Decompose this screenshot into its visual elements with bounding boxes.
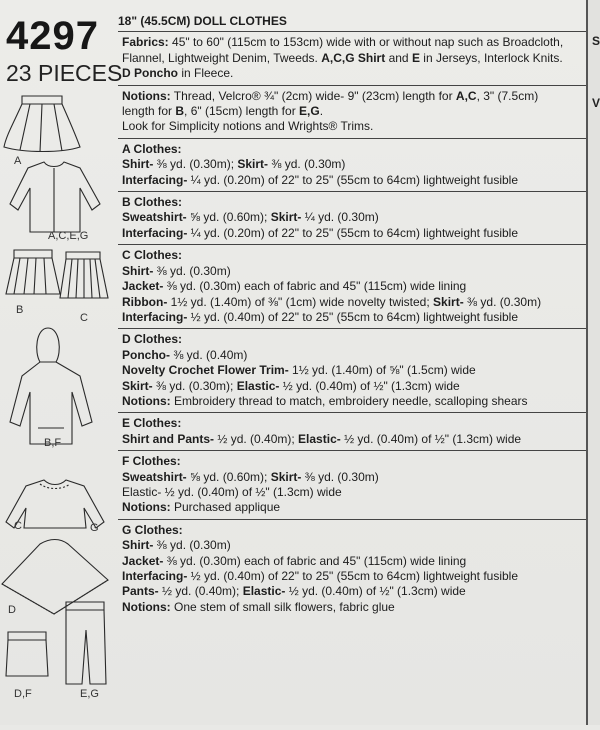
- fabrics-view: D Poncho: [122, 66, 178, 81]
- item-label: Pants-: [122, 584, 159, 599]
- item-text: ½ yd. (0.40m) of 22" to 25" (55cm to 64cm) lightweight fusible: [187, 309, 519, 324]
- sketch-label-d: D: [8, 604, 16, 616]
- item-text: ½ yd. (0.40m) of ½" (1.3cm) wide: [285, 584, 466, 599]
- notions-label: Notions:: [122, 88, 171, 103]
- sketch-label-eg: E,G: [80, 688, 99, 700]
- item-text: ⅜ yd. (0.30m);: [152, 378, 237, 393]
- item-text: ¼ yd. (0.20m) of 22" to 25" (55cm to 64cm) lightweight fusible: [187, 172, 519, 187]
- item-text: ½ yd. (0.40m) of ½" (1.3cm) wide: [340, 431, 522, 446]
- item-text: ⅝ yd. (0.60m);: [186, 469, 271, 484]
- fabrics-text: 45" to 60" (115cm to 153cm) wide with or without nap such as Broadcloth,: [168, 35, 564, 50]
- item-text: ½ yd. (0.40m);: [158, 584, 243, 599]
- item-text: ⅜ yd. (0.30m): [301, 469, 379, 484]
- notions-text: length for: [122, 104, 176, 119]
- fabrics-label: Fabrics:: [122, 35, 169, 50]
- notions-trims-note: Look for Simplicity notions and Wrights® Trims.: [122, 119, 374, 134]
- sketch-aceg-shirt: [10, 162, 100, 232]
- item-text: ¼ yd. (0.30m): [301, 210, 379, 225]
- sketch-drawings: [0, 92, 120, 725]
- garment-sketches: [0, 92, 120, 725]
- sketch-bf-hoodie: [10, 328, 92, 444]
- g-clothes-section: [118, 519, 588, 618]
- item-label: Elastic-: [242, 584, 286, 599]
- item-label: Skirt-: [237, 157, 269, 172]
- item-label: Interfacing-: [122, 225, 188, 240]
- item-label: Skirt-: [270, 210, 302, 225]
- item-text: ⅜ yd. (0.30m) each of fabric and 45" (115cm) wide lining: [163, 553, 467, 568]
- notions-text: .: [319, 104, 324, 119]
- envelope-title: 18" (45.5CM) DOLL CLOTHES: [118, 14, 287, 28]
- item-label: Poncho-: [122, 347, 170, 362]
- fabrics-view: A,C,G Shirt: [321, 50, 386, 65]
- edge-letter: S: [591, 34, 600, 48]
- item-text: ½ yd. (0.40m) of ½" (1.3cm) wide: [279, 378, 460, 393]
- item-label: Skirt-: [270, 469, 302, 484]
- section-heading: G Clothes:: [122, 522, 183, 537]
- item-label: Jacket-: [122, 279, 164, 294]
- item-text: ⅜ yd. (0.40m): [170, 347, 248, 362]
- item-text: One stem of small silk flowers, fabric glue: [170, 599, 395, 614]
- item-text: ⅜ yd. (0.30m);: [153, 157, 238, 172]
- item-text: Elastic- ½ yd. (0.40m) of ½" (1.3cm) wide: [122, 484, 342, 499]
- sketch-label-g: G: [90, 522, 99, 534]
- item-label: Notions:: [122, 500, 171, 515]
- a-clothes-section: [118, 138, 588, 191]
- fabrics-text: Flannel, Lightweight Denim, Tweeds.: [122, 50, 322, 65]
- sketch-label-a: A: [14, 155, 22, 167]
- fabrics-text: in Jerseys, Interlock Knits.: [419, 50, 563, 65]
- item-label: Shirt and Pants-: [122, 431, 215, 446]
- e-clothes-section: [118, 412, 588, 450]
- sketch-a-skirt: [4, 96, 80, 152]
- notions-view: B: [175, 104, 185, 119]
- notions-text: Thread, Velcro® ¾" (2cm) wide- 9" (23cm) length for: [170, 88, 456, 103]
- fabrics-text: in Fleece.: [178, 66, 234, 81]
- fabrics-text: and: [385, 50, 412, 65]
- c-clothes-section: [118, 244, 588, 328]
- fabrics-section: [118, 31, 588, 84]
- item-text: ⅜ yd. (0.30m) each of fabric and 45" (115cm) wide lining: [163, 279, 467, 294]
- section-heading: F Clothes:: [122, 454, 181, 469]
- item-text: ⅜ yd. (0.30m): [153, 263, 231, 278]
- fabrics-view: E: [411, 50, 420, 65]
- item-label: Shirt-: [122, 263, 154, 278]
- sketch-b-skirt: [6, 250, 60, 294]
- item-label: Sweatshirt-: [122, 469, 187, 484]
- sketch-df-skirt: [6, 632, 48, 676]
- item-label: Ribbon-: [122, 294, 168, 309]
- sketch-label-df: D,F: [14, 688, 32, 700]
- section-heading: A Clothes:: [122, 141, 182, 156]
- piece-count: 23 PIECES: [6, 60, 123, 86]
- f-clothes-section: [118, 450, 588, 519]
- b-clothes-section: [118, 191, 588, 244]
- item-label: Skirt-: [122, 378, 153, 393]
- item-text: ⅜ yd. (0.30m): [153, 538, 231, 553]
- item-text: ¼ yd. (0.20m) of 22" to 25" (55cm to 64cm) lightweight fusible: [187, 225, 519, 240]
- item-text: ⅜ yd. (0.30m): [268, 157, 346, 172]
- item-text: ⅜ yd. (0.30m): [463, 294, 542, 309]
- item-text: ⅝ yd. (0.60m);: [186, 210, 271, 225]
- notions-view: E,G: [299, 104, 320, 119]
- requirements-panel: [118, 14, 588, 618]
- item-label: Elastic-: [236, 378, 280, 393]
- item-label: Jacket-: [122, 553, 164, 568]
- notions-view: A,C: [455, 88, 477, 103]
- pattern-number: 4297: [6, 14, 99, 58]
- section-heading: C Clothes:: [122, 248, 182, 263]
- sketch-label-c2: C: [14, 520, 22, 532]
- sketch-label-bf: B,F: [44, 437, 62, 449]
- item-label: Sweatshirt-: [122, 210, 187, 225]
- item-text: 1½ yd. (1.40m) of ⅜" (1cm) wide novelty twisted;: [167, 294, 434, 309]
- notions-section: [118, 85, 588, 138]
- item-label: Skirt-: [433, 294, 464, 309]
- sketch-label-b: B: [16, 304, 24, 316]
- item-text: ½ yd. (0.40m);: [214, 431, 299, 446]
- notions-text: , 3" (7.5cm): [476, 88, 539, 103]
- item-label: Elastic-: [298, 431, 341, 446]
- item-label: Shirt-: [122, 157, 154, 172]
- item-label: Shirt-: [122, 538, 154, 553]
- d-clothes-section: [118, 328, 588, 412]
- item-label: Interfacing-: [122, 309, 188, 324]
- sketch-eg-pants: [66, 602, 106, 684]
- edge-letter: V: [591, 96, 600, 110]
- item-label: Interfacing-: [122, 172, 188, 187]
- item-text: Purchased applique: [170, 500, 281, 515]
- sketch-d-poncho: [2, 540, 108, 615]
- notions-text: , 6" (15cm) length for: [184, 104, 300, 119]
- item-label: Notions:: [122, 599, 171, 614]
- item-text: Embroidery thread to match, embroidery needle, scalloping shears: [170, 393, 528, 408]
- sketch-label-aceg: A,C,E,G: [48, 230, 89, 242]
- sketch-label-c: C: [80, 312, 88, 324]
- item-label: Novelty Crochet Flower Trim-: [122, 363, 289, 378]
- item-text: ½ yd. (0.40m) of 22" to 25" (55cm to 64cm) lightweight fusible: [187, 569, 519, 583]
- section-heading: D Clothes:: [122, 332, 182, 347]
- item-text: 1½ yd. (1.40m) of ⅝" (1.5cm) wide: [288, 363, 476, 378]
- item-label: Interfacing-: [122, 569, 188, 583]
- sketch-c-skirt: [60, 252, 108, 298]
- item-label: Notions:: [122, 393, 171, 408]
- section-heading: E Clothes:: [122, 416, 182, 431]
- section-heading: B Clothes:: [122, 195, 182, 210]
